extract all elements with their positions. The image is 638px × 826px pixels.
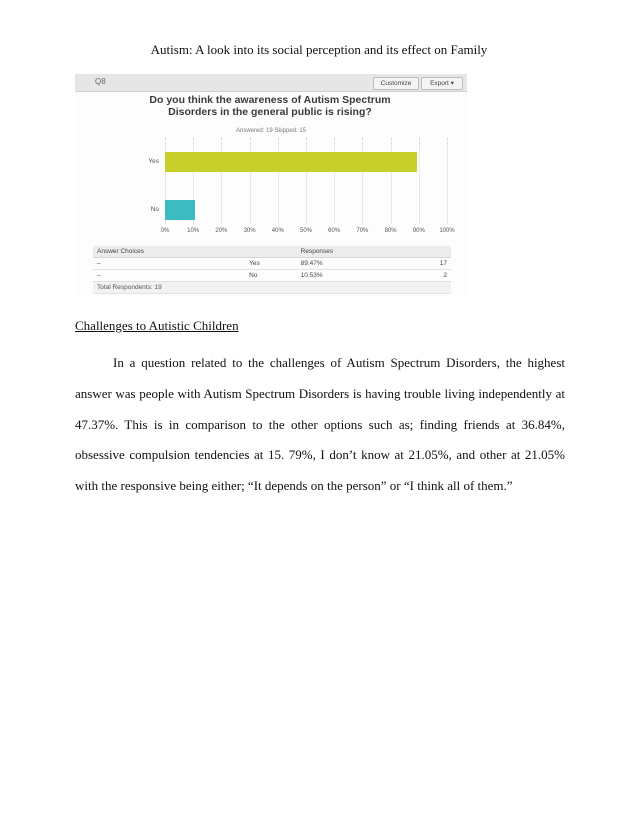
gridline [221, 138, 222, 224]
gridline [278, 138, 279, 224]
gridline [419, 138, 420, 224]
customize-button[interactable]: Customize [373, 77, 419, 90]
x-tick-label: 100% [439, 228, 455, 234]
x-tick-label: 80% [384, 228, 397, 234]
row-count: 2 [409, 270, 451, 282]
body-paragraph-block [75, 348, 565, 502]
row-marker: – [93, 270, 245, 282]
section-heading: Challenges to Autistic Children [75, 318, 239, 333]
gridline [306, 138, 307, 224]
x-tick-label: 10% [187, 228, 200, 234]
gridline [334, 138, 335, 224]
row-percent: 89.47% [297, 258, 409, 270]
x-tick-label: 90% [412, 228, 425, 234]
table-header-responses: Responses [297, 246, 409, 258]
row-marker: – [93, 258, 245, 270]
table-row [93, 258, 451, 270]
survey-toolbar [75, 74, 467, 92]
bar-yes [165, 152, 417, 172]
export-button[interactable]: Export ▾ [421, 77, 463, 90]
table-row [93, 270, 451, 282]
gridline [447, 138, 448, 224]
body-paragraph: In a question related to the challenges of Autism Spectrum Disorders, the highest answer was people with Autism Spectrum Disorders is having trouble living independently at 47.37%. This is in comparison to the other options such as; finding friends at 36.84%, obsessive compulsion tendencies at 15. 79%, I don’t know at 21.05%, and other at 21.05% with the responsive being either; “It depends on the person” or “I think all of them.” [75, 355, 565, 494]
page-header: Autism: A look into its social perception and its effect on Family [150, 42, 488, 57]
x-tick-label: 40% [271, 228, 284, 234]
survey-result-screenshot [75, 74, 467, 296]
bar-label: No [150, 206, 159, 213]
answered-skipped-counts: Answered: 19 Skipped: 15 [235, 128, 307, 134]
row-choice: No [245, 270, 297, 282]
gridline [391, 138, 392, 224]
question-id: Q8 [95, 77, 106, 86]
row-count: 17 [409, 258, 451, 270]
bar-no [165, 200, 195, 220]
x-tick-label: 50% [299, 228, 313, 234]
x-tick-label: 20% [215, 228, 228, 234]
bar-label: Yes [148, 158, 159, 165]
x-tick-label: 0% [160, 228, 170, 234]
total-respondents: Total Respondents: 19 [93, 282, 451, 294]
row-percent: 10.53% [297, 270, 409, 282]
responses-table [93, 246, 451, 294]
x-tick-label: 60% [328, 228, 341, 234]
gridline [250, 138, 251, 224]
x-tick-label: 30% [243, 228, 256, 234]
gridline [362, 138, 363, 224]
table-total-row [93, 282, 451, 294]
question-title: Do you think the awareness of Autism Spectrum Disorders in the general public is rising? [149, 94, 391, 118]
row-choice: Yes [245, 258, 297, 270]
x-tick-label: 70% [356, 228, 369, 234]
table-header-answer-choices: Answer Choices [93, 246, 245, 258]
bar-chart-plot [165, 138, 447, 224]
